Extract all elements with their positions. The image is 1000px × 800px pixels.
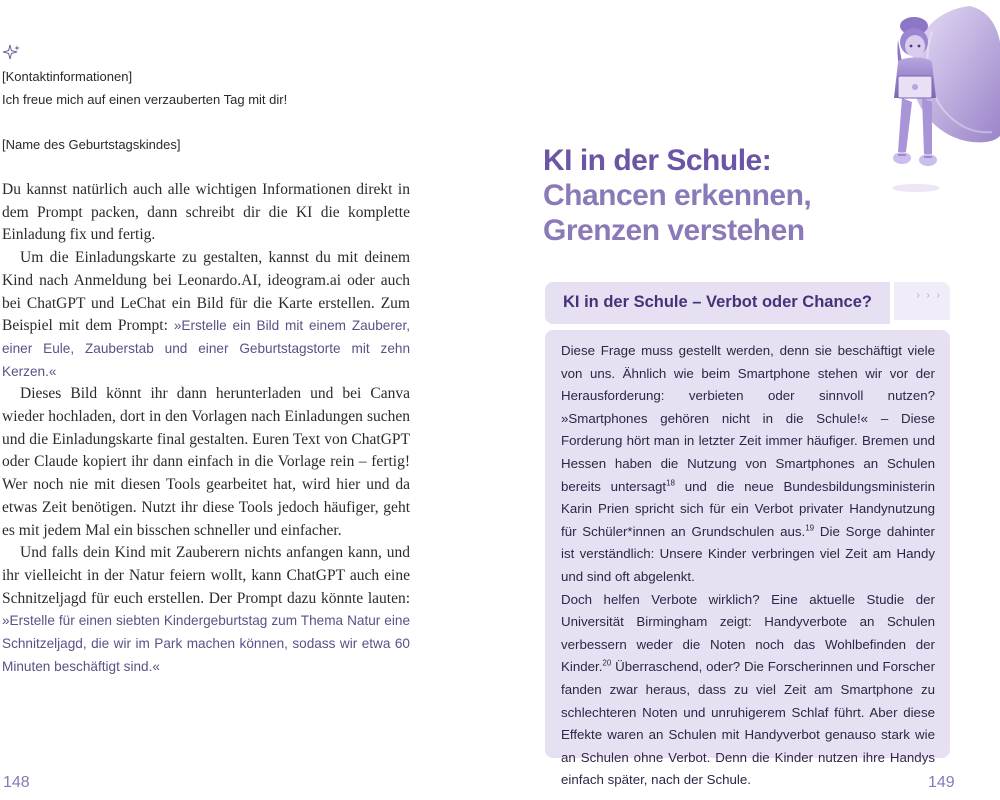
sparkle-icon	[3, 44, 21, 62]
contact-placeholder: [Kontaktinformationen]	[2, 69, 133, 84]
box-text-part-1: Diese Frage muss gestellt werden, denn sie beschäftigt viele von uns. Ähnlich wie beim Smartphone stehen wir vor der Herausforderung: verbieten oder sinnvoll nutzen? »Smartphones gehören nicht in die Schule!« – Diese Forderung hört man in letzter Zeit immer häufiger. Bremen und Hessen haben die Nutzung von Smartphones an Schulen bereits untersagt	[561, 343, 935, 494]
box-text-part-3: Die Sorge dahinter ist verständlich: Unsere Kinder verbringen viel Zeit am Handy und sind oft abgelenkt.	[561, 523, 935, 584]
footnote-20: 20	[602, 658, 612, 668]
box-text-part-4: Doch helfen Verbote wirklich? Eine aktuelle Studie der Universität Birmingham zeigt: Handyverbote an Schulen verbessern weder die Noten noch das Wohlbefinden der Kinder.	[561, 591, 935, 675]
info-box-header	[545, 282, 950, 324]
heading-line-3: Grenzen verstehen	[543, 214, 805, 247]
page-number-left: 148	[3, 774, 30, 791]
left-body-text	[2, 179, 410, 678]
box-text-part-2: und die neue Bundesbildungsministerin Karin Prien spricht sich für ein Verbot privater Handynutzung für Schüler*innen an Grundschulen aus.	[561, 478, 935, 539]
footnote-18: 18	[666, 478, 675, 488]
paragraph-2-text: Um die Einladungskarte zu gestalten, kannst du mit deinem Kind nach Anmeldung bei Leonardo.AI, ideogram.ai oder auch bei ChatGPT und LeChat ein Bild für die Karte erstellen. Zum Beispiel mit dem Prompt:	[2, 249, 410, 335]
paragraph-2	[2, 247, 410, 383]
page-number-right: 149	[928, 774, 955, 791]
box-text-part-5: Überraschend, oder? Die Forscherinnen und Forscher fanden zwar heraus, dass zu viel Zeit am Smartphone zu schlechteren Noten und unruhigerem Schlaf führt. Aber diese Effekte waren an Schulen mit Handyverbot genauso stark wie an Schulen ohne Verbot. Denn die Kinder nutzen ihre Handys einfach später, nach der Schule.	[561, 659, 935, 788]
prompt-example-1: »Erstelle ein Bild mit einem Zauberer, einer Eule, Zauberstab und einer Geburtstagstorte mit zehn Kerzen.«	[2, 318, 410, 379]
closing-line: Ich freue mich auf einen verzauberten Tag mit dir!	[2, 92, 288, 107]
paragraph-4	[2, 542, 410, 678]
heading-line-2: Chancen erkennen,	[543, 179, 812, 212]
info-box-title: KI in der Schule – Verbot oder Chance?	[563, 293, 872, 311]
paragraph-3: Dieses Bild könnt ihr dann herunterladen und bei Canva wieder hochladen, dort in den Vorlagen nach Einladungen suchen und die Einladungskarte final gestalten. Euren Text von ChatGPT oder Claude kopiert ihr dann einfach in die Vorlage rein – fertig! Wer noch nie mit diesen Tools gearbeitet hat, wird hier und da etwas Zeit benötigen. Nutzt ihr diese Tools jedoch häufiger, geht es mit jedem Mal ein bisschen schneller und einfacher.	[2, 385, 410, 539]
paragraph-1: Du kannst natürlich auch alle wichtigen Informationen direkt in dem Prompt packen, dann schreibt dir die KI die komplette Einladung fix und fertig.	[2, 181, 410, 244]
prompt-example-2: »Erstelle für einen siebten Kindergeburtstag zum Thema Natur eine Schnitzeljagd, die wir im Park machen können, sodass wir etwa 60 Minuten beschäftigt sind.«	[2, 613, 410, 674]
name-placeholder: [Name des Geburtstagskindes]	[2, 137, 181, 152]
section-heading	[543, 143, 903, 248]
heading-line-1: KI in der Schule:	[543, 144, 772, 177]
paragraph-4-text: Und falls dein Kind mit Zauberern nichts anfangen kann, und ihr vielleicht in der Natur feiern wollt, kann ChatGPT auch eine Schnitzeljagd für euch erstellen. Der Prompt dazu könnte lauten:	[2, 544, 410, 607]
info-box-text	[561, 340, 935, 792]
chevron-dots-icon: › › ›	[916, 290, 942, 301]
header-tab	[890, 282, 950, 324]
footnote-19: 19	[805, 523, 815, 533]
header-tab-inner	[894, 282, 950, 320]
